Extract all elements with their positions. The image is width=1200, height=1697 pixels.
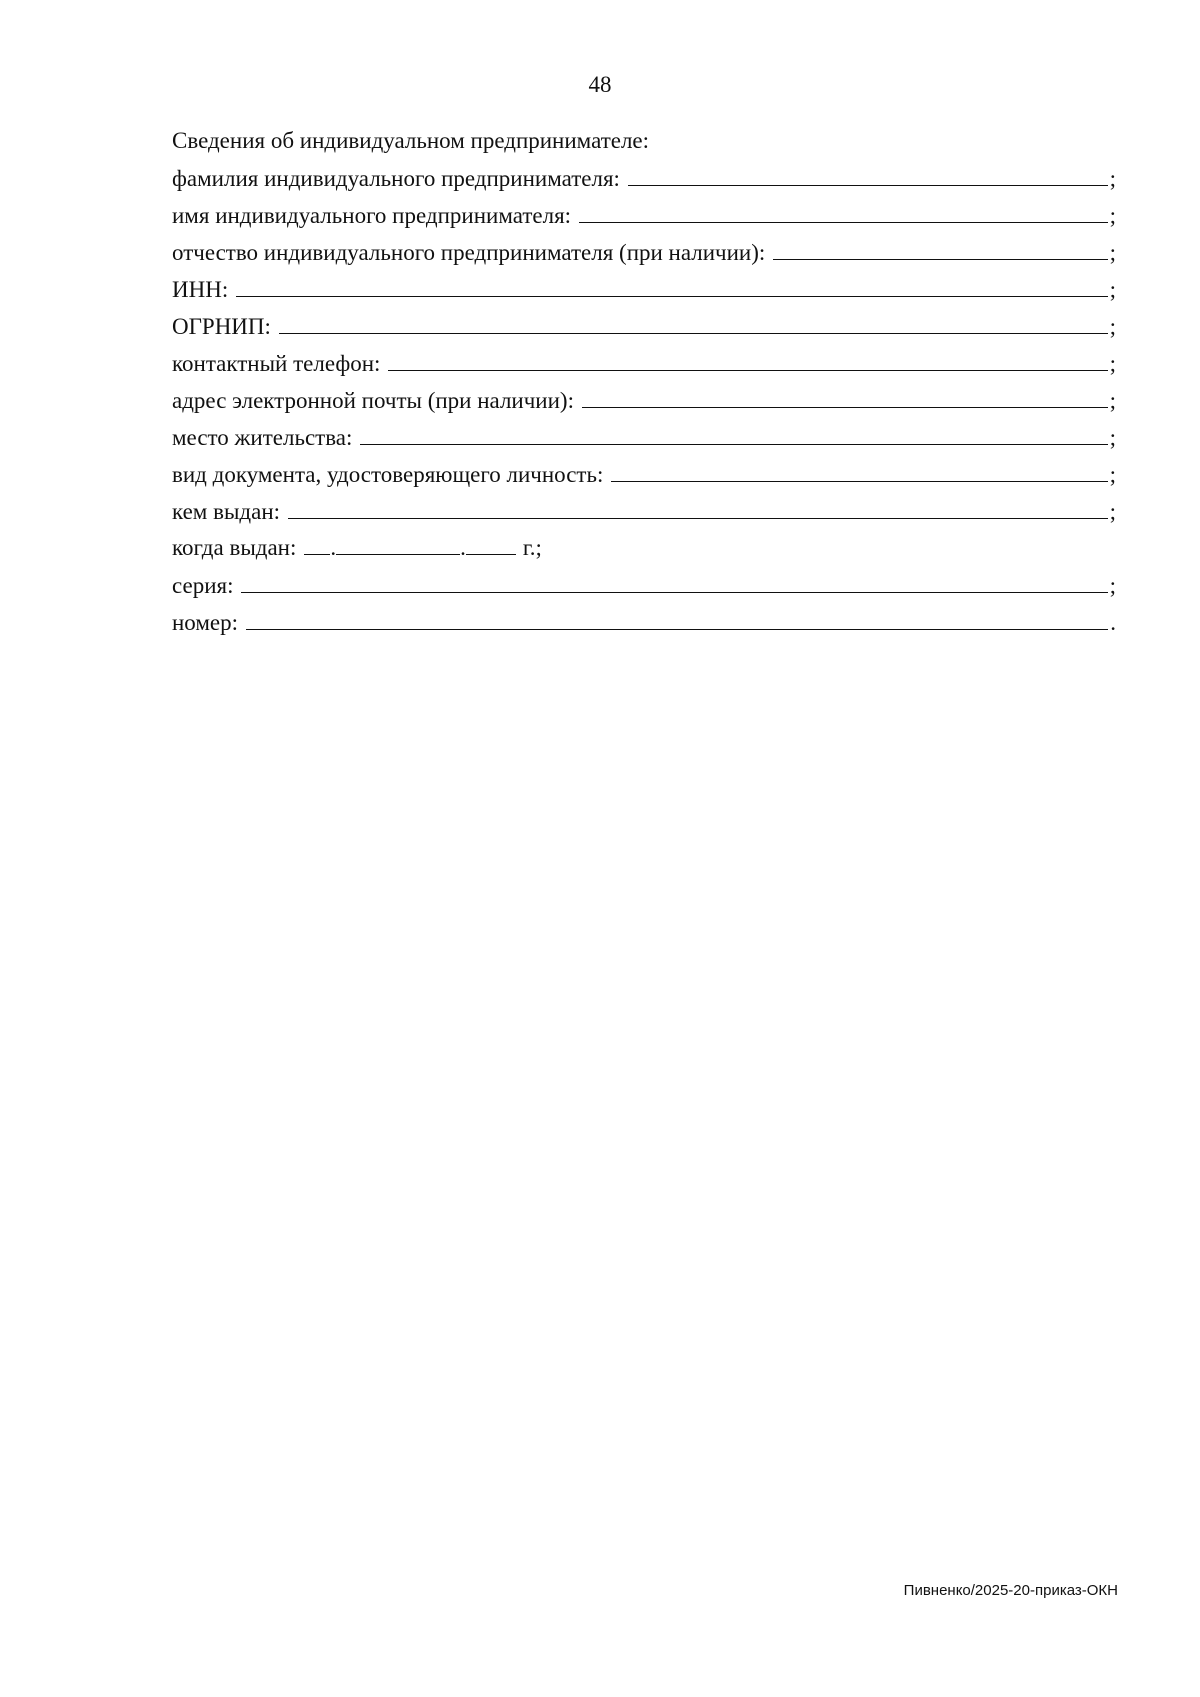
field-label: ИНН: xyxy=(172,277,229,302)
date-separator: . xyxy=(330,535,337,560)
field-label: адрес электронной почты (при наличии): xyxy=(172,388,574,413)
field-label: вид документа, удостоверяющего личность: xyxy=(172,462,604,487)
blank-line[interactable] xyxy=(582,381,1108,408)
field-label: серия: xyxy=(172,573,234,598)
form-field-email xyxy=(172,381,1116,418)
blank-line[interactable] xyxy=(279,307,1108,334)
form-field-number xyxy=(172,603,1116,640)
form-field-phone xyxy=(172,344,1116,381)
field-punctuation: ; xyxy=(1109,462,1116,487)
year-suffix: г.; xyxy=(522,535,542,560)
blank-line[interactable] xyxy=(628,159,1108,186)
field-label: отчество индивидуального предпринимателя (при наличии): xyxy=(172,240,766,265)
form-field-issue-date xyxy=(172,529,1116,566)
blank-line[interactable] xyxy=(388,344,1107,371)
blank-line[interactable] xyxy=(236,270,1107,297)
field-punctuation: ; xyxy=(1109,425,1116,450)
day-blank[interactable] xyxy=(304,530,330,555)
ip-details-form xyxy=(172,122,1116,640)
field-punctuation: ; xyxy=(1109,166,1116,191)
blank-line[interactable] xyxy=(611,455,1107,482)
blank-line[interactable] xyxy=(288,492,1108,519)
page-number: 48 xyxy=(588,72,612,97)
year-blank[interactable] xyxy=(466,530,516,555)
field-punctuation: ; xyxy=(1109,499,1116,524)
field-punctuation: ; xyxy=(1109,573,1116,598)
field-punctuation: ; xyxy=(1109,240,1116,265)
date-separator: . xyxy=(460,535,466,560)
month-blank[interactable] xyxy=(336,530,460,555)
form-field-ogrnip xyxy=(172,307,1116,344)
blank-line[interactable] xyxy=(360,418,1107,445)
field-punctuation: . xyxy=(1110,610,1116,635)
blank-line[interactable] xyxy=(579,196,1108,223)
field-label: место жительства: xyxy=(172,425,353,450)
field-punctuation: ; xyxy=(1109,351,1116,376)
field-label: кем выдан: xyxy=(172,499,281,524)
field-punctuation: ; xyxy=(1109,203,1116,228)
form-field-id-document xyxy=(172,455,1116,492)
form-field-issued-by xyxy=(172,492,1116,529)
blank-line[interactable] xyxy=(241,566,1107,593)
field-label: ОГРНИП: xyxy=(172,314,271,339)
blank-line[interactable] xyxy=(246,603,1108,630)
field-punctuation: ; xyxy=(1109,388,1116,413)
document-code-footer: Пивненко/2025-20-приказ-ОКН xyxy=(903,1582,1118,1599)
field-label: когда выдан: xyxy=(172,535,297,560)
field-punctuation: ; xyxy=(1109,314,1116,339)
form-title: Сведения об индивидуальном предпринимателе: xyxy=(172,128,650,153)
field-label: фамилия индивидуального предпринимателя: xyxy=(172,166,620,191)
blank-line[interactable] xyxy=(773,233,1107,260)
form-field-residence xyxy=(172,418,1116,455)
form-field-first-name xyxy=(172,196,1116,233)
field-label: номер: xyxy=(172,610,239,635)
form-field-patronymic xyxy=(172,233,1116,270)
form-field-inn xyxy=(172,270,1116,307)
field-label: имя индивидуального предпринимателя: xyxy=(172,203,572,228)
field-punctuation: ; xyxy=(1109,277,1116,302)
form-field-series xyxy=(172,566,1116,603)
form-field-surname xyxy=(172,159,1116,196)
field-label: контактный телефон: xyxy=(172,351,381,376)
